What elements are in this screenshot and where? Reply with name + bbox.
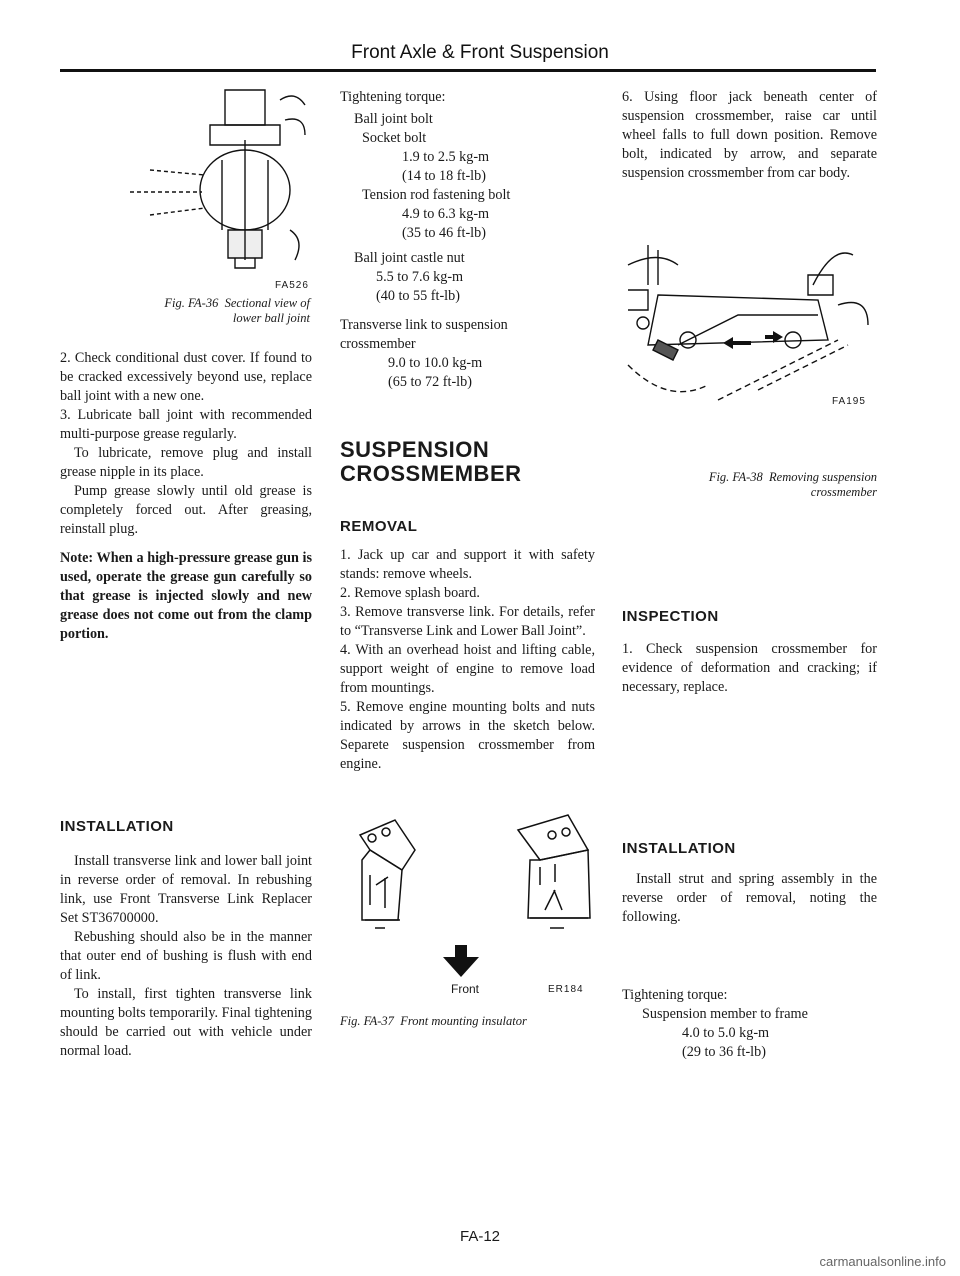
torque-ball-joint-bolt: Ball joint bolt xyxy=(354,111,433,127)
inspection-step-1: 1. Check suspension crossmember for evidence of deformation and cracking; if necessary, replace. xyxy=(622,641,877,695)
step-3: 3. Lubricate ball joint with recommended multi-purpose grease regularly. xyxy=(60,407,312,442)
fig37-caption xyxy=(340,1014,527,1029)
torque-transverse-ftlb: (65 to 72 ft-lb) xyxy=(388,374,472,390)
fig36-caption xyxy=(60,296,310,326)
removal-step-4: 4. With an overhead hoist and lifting cable, support weight of engine to remove load from mountings. xyxy=(340,642,595,696)
header-rule xyxy=(60,69,876,72)
fig37-front-label: Front xyxy=(451,982,480,996)
fig37-mounting-insulator-illustration xyxy=(340,810,600,1010)
fig38-caption-text2: crossmember xyxy=(810,485,877,499)
fig36-caption-text1: Sectional view of xyxy=(224,296,310,310)
fig38-caption-text1: Removing suspension xyxy=(769,470,877,484)
note-grease-gun: Note: When a high-pressure grease gun is used, operate the grease gun carefully so that grease is injected slowly and new grease does not come out from the clamp portion. xyxy=(60,550,312,642)
watermark-text: carmanualsonline.info xyxy=(819,1254,946,1269)
page-number: FA-12 xyxy=(459,1228,501,1245)
fig38-removing-crossmember-illustration xyxy=(618,245,878,405)
fig38-code: FA195 xyxy=(832,396,866,407)
torque-castle-kgm: 5.5 to 7.6 kg-m xyxy=(376,269,464,285)
fig36-ball-joint-illustration xyxy=(110,80,350,270)
torque-tension-ftlb: (35 to 46 ft-lb) xyxy=(402,225,486,241)
fig37-caption-fig: Fig. FA-37 xyxy=(340,1014,394,1028)
torque-castle-nut: Ball joint castle nut xyxy=(354,250,465,266)
page-header-title: Front Axle & Front Suspension xyxy=(351,42,609,63)
torque-transverse-kgm: 9.0 to 10.0 kg-m xyxy=(388,355,483,371)
fig37-caption-text: Front mounting insulator xyxy=(400,1014,527,1028)
fig38-caption-fig: Fig. FA-38 xyxy=(708,470,763,484)
torque-tension-kgm: 4.9 to 6.3 kg-m xyxy=(402,206,490,222)
torque-socket-bolt: Socket bolt xyxy=(362,130,427,146)
torque-tension-rod: Tension rod fastening bolt xyxy=(362,187,511,203)
step-3-pump: Pump grease slowly until old grease is completely forced out. After greasing, reinstall plug. xyxy=(60,483,312,537)
install-para-2: Rebushing should also be in the manner that outer end of bushing is flush with end of link. xyxy=(60,929,312,983)
step-3-lubricate: To lubricate, remove plug and install grease nipple in its place. xyxy=(60,445,312,480)
step-6: 6. Using floor jack beneath center of suspension crossmember, raise car until wheel falls to full down position. Remove bolt, indicated by arrow, and separate suspension crossmember from car body. xyxy=(622,89,877,181)
removal-step-1: 1. Jack up car and support it with safety stands: remove wheels. xyxy=(340,547,595,582)
fig36-caption-fig: Fig. FA-36 xyxy=(164,296,219,310)
fig36-caption-text2: lower ball joint xyxy=(232,311,310,325)
install-para-3: To install, first tighten transverse link mounting bolts temporarily. Final tightening should be carried out with vehicle under normal load. xyxy=(60,986,312,1059)
removal-step-5: 5. Remove engine mounting bolts and nuts indicated by arrows in the sketch below. Separete suspension crossmember from engine. xyxy=(340,699,595,772)
section-heading-crossmember: CROSSMEMBER xyxy=(340,461,522,486)
torque-castle-ftlb: (40 to 55 ft-lb) xyxy=(376,288,460,304)
torque-socket-ftlb: (14 to 18 ft-lb) xyxy=(402,168,486,184)
torque-transverse-1: Transverse link to suspension xyxy=(340,317,508,333)
removal-step-2: 2. Remove splash board. xyxy=(340,585,480,601)
removal-step-3: 3. Remove transverse link. For details, refer to “Transverse Link and Lower Ball Joint”. xyxy=(340,604,595,639)
fig38-caption xyxy=(622,470,877,500)
torque-socket-kgm: 1.9 to 2.5 kg-m xyxy=(402,149,490,165)
installation-heading-col3: INSTALLATION xyxy=(622,840,736,857)
fig36-code: FA526 xyxy=(275,280,309,291)
install-para-1: Install transverse link and lower ball joint in reverse order of removal. In rebushing link, use Front Transverse Link Replacer Set ST36700000. xyxy=(60,853,312,926)
torque-heading: Tightening torque: xyxy=(340,89,446,105)
section-heading-suspension: SUSPENSION xyxy=(340,437,490,462)
fig37-code: ER184 xyxy=(548,984,584,995)
removal-heading: REMOVAL xyxy=(340,518,418,535)
installation-heading-col1: INSTALLATION xyxy=(60,818,174,835)
install-strut-text: Install strut and spring assembly in the reverse order of removal, noting the following. xyxy=(622,871,877,925)
col3-torque-item: Suspension member to frame xyxy=(642,1006,808,1022)
torque-transverse-2: crossmember xyxy=(340,336,416,352)
col3-torque-ftlb: (29 to 36 ft-lb) xyxy=(682,1044,766,1060)
inspection-heading: INSPECTION xyxy=(622,608,719,625)
col3-torque-heading: Tightening torque: xyxy=(622,987,728,1003)
step-2: 2. Check conditional dust cover. If found to be cracked excessively beyond use, replace ball joint with a new one. xyxy=(60,350,312,404)
col3-torque-kgm: 4.0 to 5.0 kg-m xyxy=(682,1025,770,1041)
